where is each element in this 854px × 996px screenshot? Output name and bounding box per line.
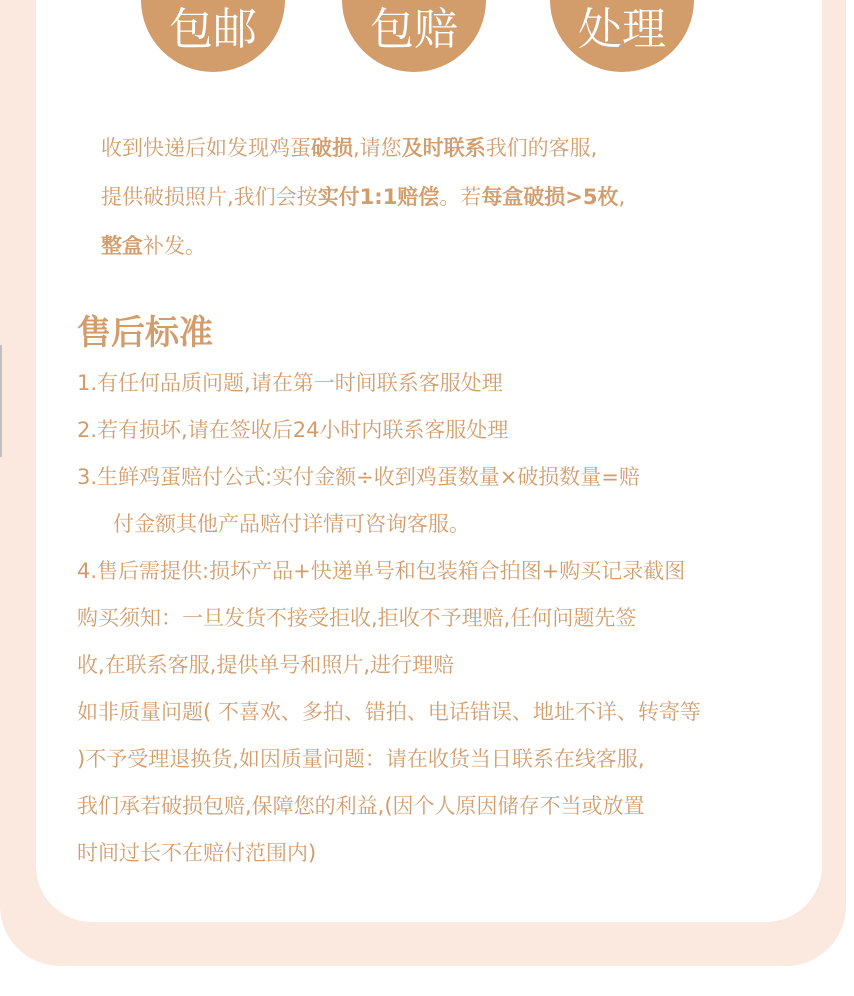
- rule-line: )不予受理退换货,如因质量问题：请在收货当日联系在线客服,: [77, 747, 645, 771]
- rule-line: 2.若有损坏,请在签收后24小时内联系客服处理: [77, 418, 509, 442]
- highlight-contact: 及时联系: [401, 136, 486, 160]
- highlight-damaged: 破损: [311, 136, 353, 160]
- rule-line: 我们承若破损包赔,保障您的利益,(因个人原因储存不当或放置: [77, 794, 645, 818]
- left-edge-divider: [0, 345, 2, 457]
- highlight-threshold: 每盒破损>5枚: [481, 185, 619, 209]
- rule-line: 如非质量问题( 不喜欢、多拍、错拍、电话错误、地址不详、转寄等: [77, 700, 701, 724]
- intro-line-2: 提供破损照片,我们会按实付1:1赔偿。若每盒破损>5枚,: [101, 185, 626, 209]
- intro-line-1: 收到快递后如发现鸡蛋破损,请您及时联系我们的客服,: [101, 136, 598, 160]
- rule-line: 时间过长不在赔付范围内): [77, 841, 317, 865]
- rule-line: 4.售后需提供:损坏产品+快递单号和包装箱合拍图+购买记录截图: [77, 559, 686, 583]
- highlight-whole-box: 整盒: [101, 234, 143, 258]
- intro-line-3: 整盒补发。: [101, 234, 206, 258]
- badge-label: 处理: [578, 4, 666, 55]
- badge-label: 包赔: [370, 4, 458, 55]
- rule-line: 收,在联系客服,提供单号和照片,进行理赔: [77, 653, 455, 677]
- rule-line: 购买须知：一旦发货不接受拒收,拒收不予理赔,任何问题先签: [77, 606, 637, 630]
- badge-label: 包邮: [169, 4, 257, 55]
- intro-paragraph: [101, 124, 791, 271]
- after-sales-title: 售后标准: [77, 313, 213, 353]
- rule-line: 3.生鲜鸡蛋赔付公式:实付金额÷收到鸡蛋数量×破损数量=赔: [77, 465, 640, 489]
- rule-line: 付金额其他产品赔付详情可咨询客服。: [113, 512, 470, 536]
- after-sales-rules: [77, 360, 817, 877]
- rule-line: 1.有任何品质问题,请在第一时间联系客服处理: [77, 371, 503, 395]
- highlight-compensation: 实付1:1赔偿: [317, 185, 440, 209]
